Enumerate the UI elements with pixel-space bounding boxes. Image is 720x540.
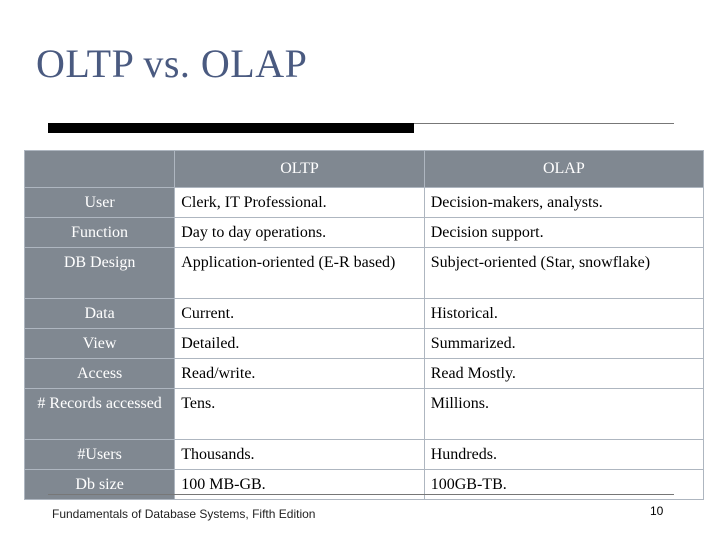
olap-cell: Hundreds. — [424, 440, 703, 470]
oltp-cell: Read/write. — [175, 359, 425, 389]
row-label: View — [25, 329, 175, 359]
title-underline-thin — [414, 123, 674, 124]
row-label: User — [25, 188, 175, 218]
slide-title: OLTP vs. OLAP — [36, 41, 308, 86]
row-label: # Records accessed — [25, 389, 175, 440]
table-row — [25, 329, 704, 359]
oltp-cell: Thousands. — [175, 440, 425, 470]
oltp-cell: Current. — [175, 299, 425, 329]
table-row — [25, 188, 704, 218]
table-row — [25, 359, 704, 389]
table-header-row — [25, 151, 704, 188]
table-row — [25, 218, 704, 248]
olap-cell: Decision-makers, analysts. — [424, 188, 703, 218]
oltp-cell: Clerk, IT Professional. — [175, 188, 425, 218]
row-label: Access — [25, 359, 175, 389]
olap-cell: Subject-oriented (Star, snowflake) — [424, 248, 703, 299]
oltp-cell: Application-oriented (E-R based) — [175, 248, 425, 299]
row-label: DB Design — [25, 248, 175, 299]
olap-cell: Historical. — [424, 299, 703, 329]
oltp-cell: Day to day operations. — [175, 218, 425, 248]
row-label: Function — [25, 218, 175, 248]
table-row — [25, 470, 704, 500]
table-row — [25, 248, 704, 299]
row-label: #Users — [25, 440, 175, 470]
page-number: 10 — [650, 504, 664, 518]
row-label: Data — [25, 299, 175, 329]
header-blank — [25, 151, 175, 188]
oltp-cell: Tens. — [175, 389, 425, 440]
table-row — [25, 440, 704, 470]
row-label: Db size — [25, 470, 175, 500]
table-row — [25, 389, 704, 440]
header-olap: OLAP — [424, 151, 703, 188]
olap-cell: Millions. — [424, 389, 703, 440]
footer-divider — [48, 494, 674, 495]
oltp-cell: Detailed. — [175, 329, 425, 359]
table-row — [25, 299, 704, 329]
footer-text: Fundamentals of Database Systems, Fifth Edition — [52, 507, 316, 521]
header-oltp: OLTP — [175, 151, 425, 188]
oltp-cell: 100 MB-GB. — [175, 470, 425, 500]
olap-cell: Read Mostly. — [424, 359, 703, 389]
olap-cell: 100GB-TB. — [424, 470, 703, 500]
title-underline-thick — [48, 123, 414, 133]
olap-cell: Decision support. — [424, 218, 703, 248]
olap-cell: Summarized. — [424, 329, 703, 359]
comparison-table — [24, 150, 704, 500]
